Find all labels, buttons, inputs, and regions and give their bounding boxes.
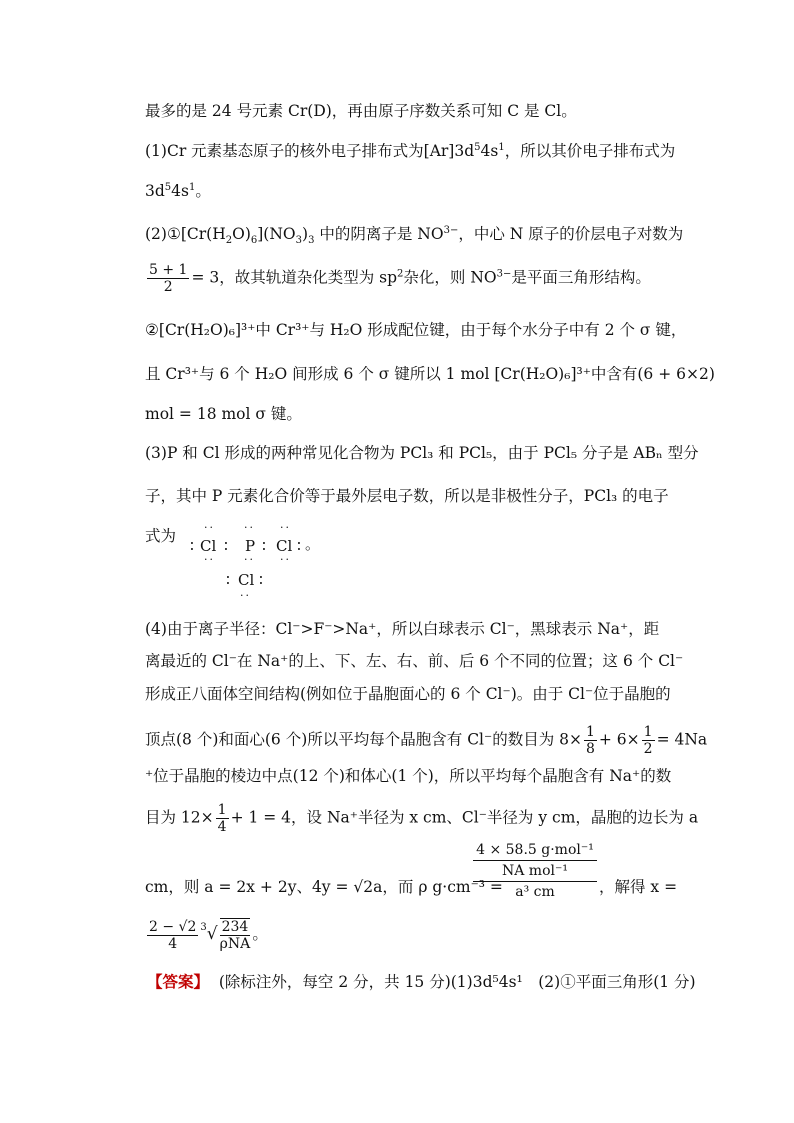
sup: 5: [474, 141, 481, 153]
frac-den: ρNA: [219, 936, 251, 952]
frac-num: 5 + 1: [149, 262, 188, 278]
sup: 1: [498, 141, 505, 153]
text-span: = 4Na: [656, 730, 708, 749]
bond-pair-colon: ∶: [262, 537, 266, 555]
text-span: 4s: [171, 182, 189, 200]
fraction-1-over-8: [584, 724, 597, 757]
bond-pair-dots: ··: [244, 553, 255, 566]
frac-num: 1: [217, 802, 227, 818]
text-line-18b: ，解得 x =: [599, 878, 678, 896]
sup: 3: [443, 224, 450, 236]
atom-cl-right: Cl: [276, 537, 293, 555]
bond-pair-colon: ∶: [224, 537, 228, 555]
lone-pair-colon: ∶: [297, 537, 301, 555]
frac-den: 2: [643, 741, 653, 757]
text-line-4: [145, 224, 684, 247]
frac-num: 1: [585, 724, 595, 740]
text-span: 顶点(8 个)和面心(6 个)所以平均每个晶胞含有 Cl⁻的数目为 8×: [145, 730, 582, 749]
fraction-1-over-4: [216, 802, 229, 835]
text-span: O): [232, 225, 251, 243]
sup: 5: [164, 181, 172, 193]
text-span: 4s: [480, 142, 499, 160]
sup: 3: [496, 268, 503, 280]
sub: 3: [295, 235, 302, 247]
text-span: ](NO: [257, 225, 296, 243]
text-line-9: (3)P 和 Cl 形成的两种常见化合物为 PCl₃ 和 PCl₅，由于 PCl₅ 分子是 ABₙ 型分: [145, 444, 699, 462]
lone-pair-colon: ∶: [190, 537, 194, 555]
text-line-2: [145, 141, 675, 161]
text-span: 目为 12×: [145, 808, 214, 827]
lone-pair-dots: ··: [240, 589, 251, 602]
frac-den: a³ cm: [515, 884, 555, 900]
radical-sign: √: [206, 924, 218, 944]
frac-num: 234: [221, 919, 249, 935]
text-span: (1)Cr 元素基态原子的核外电子排布式为[Ar]3d: [145, 142, 475, 160]
frac-num: 2 − √2: [149, 918, 197, 935]
text-span: 。: [195, 182, 211, 200]
text-span: 杂化，则 NO: [403, 268, 497, 287]
text-line-14: 形成正八面体空间结构(例如位于晶胞面心的 6 个 Cl⁻)。由于 Cl⁻位于晶胞的: [145, 685, 671, 703]
text-span: 3d: [145, 182, 165, 200]
text-span: ): [302, 225, 309, 243]
fraction-bar: [473, 860, 597, 861]
lone-pair-dots: ··: [204, 553, 215, 566]
text-span: + 6×: [598, 730, 640, 749]
frac-den: 2: [163, 279, 173, 295]
frac-mid: NA mol⁻¹: [502, 863, 568, 879]
text-line-11: 式为: [145, 527, 177, 545]
text-line-12: (4)由于离子半径：Cl⁻>F⁻>Na⁺，所以白球表示 Cl⁻，黑球表示 Na⁺，距: [145, 620, 660, 638]
text-line-1: 最多的是 24 号元素 Cr(D)，再由原子序数关系可知 C 是 Cl。: [145, 102, 577, 120]
lone-pair-dots: ··: [280, 553, 291, 566]
text-line-19: [145, 918, 268, 952]
text-span: 中的阴离子是 NO: [314, 225, 444, 243]
answer-tag: 【答案】: [147, 973, 210, 991]
text-line-16: ⁺位于晶胞的棱边中点(12 个)和体心(1 个)，所以平均每个晶胞含有 Na⁺的数: [145, 767, 672, 785]
text-line-8: mol = 18 mol σ 键。: [145, 405, 302, 423]
text-line-17: [145, 802, 698, 835]
frac-num: 1: [643, 724, 653, 740]
text-line-3: [145, 181, 211, 201]
lewis-structure-pcl3: [190, 521, 321, 607]
fraction-5plus1-over-2: [147, 262, 189, 295]
text-line-13: 离最近的 Cl⁻在 Na⁺的上、下、左、右、前、后 6 个不同的位置；这 6 个 Cl⁻: [145, 652, 684, 670]
text-span: 。: [252, 925, 268, 943]
frac-den: 4: [217, 819, 227, 835]
text-line-10: 子，其中 P 元素化合价等于最外层电子数，所以是非极性分子，PCl₃ 的电子: [145, 487, 669, 505]
lone-pair-dots: ··: [204, 521, 215, 534]
text-span: (2)①[Cr(H: [145, 225, 226, 243]
cube-root-index: 3: [200, 922, 207, 933]
atom-cl-left: Cl: [200, 537, 217, 555]
sup: 2: [397, 268, 404, 280]
text-span: ，中心 N 原子的价层电子对数为: [458, 225, 684, 243]
answer-text: (除标注外，每空 2 分，共 15 分)(1)3d⁵4s¹ (2)①平面三角形(1 分): [218, 973, 696, 991]
sup: −: [449, 224, 459, 236]
text-line-7: 且 Cr³⁺与 6 个 H₂O 间形成 6 个 σ 键所以 1 mol [Cr(H₂O)₆]³⁺中含有(6 + 6×2): [145, 365, 715, 383]
lone-pair-dots: ··: [280, 521, 291, 534]
text-span: ，所以其价电子排布式为: [504, 142, 676, 160]
frac-den: 8: [585, 741, 595, 757]
text-span: = 3，故其轨道杂化类型为 sp: [191, 268, 398, 287]
atom-cl-bottom: Cl: [238, 571, 255, 589]
text-line-5: [145, 262, 651, 295]
text-line-15: [145, 724, 707, 757]
sub: 2: [225, 235, 233, 247]
lone-pair-dots: ··: [244, 521, 255, 534]
text-span: 是平面三角形结构。: [511, 268, 651, 287]
text-line-6: ②[Cr(H₂O)₆]³⁺中 Cr³⁺与 H₂O 形成配位键，由于每个水分子中有 2 个 σ 键，: [145, 321, 687, 339]
sup: −: [503, 268, 512, 280]
period: 。: [305, 535, 321, 553]
lone-pair-colon: ∶: [259, 571, 263, 589]
frac-num: 4 × 58.5 g·mol⁻¹: [476, 842, 594, 858]
text-line-18a: cm，则 a = 2x + 2y、4y = √2a，而 ρ g·cm⁻³ =: [145, 878, 503, 896]
atom-p: P: [245, 537, 256, 555]
frac-den: 4: [168, 935, 178, 952]
answer-line: [147, 972, 696, 992]
fraction-234-over-rhoNA: [220, 918, 251, 952]
sub: 6: [250, 235, 258, 247]
fraction-1-over-2: [642, 724, 655, 757]
lone-pair-colon: ∶: [226, 571, 230, 589]
text-span: + 1 = 4，设 Na⁺半径为 x cm、Cl⁻半径为 y cm，晶胞的边长为 a: [230, 808, 699, 827]
sub: 3: [308, 235, 315, 247]
sup: 1: [189, 181, 196, 193]
fraction-2-minus-sqrt2-over-4: [147, 919, 198, 952]
